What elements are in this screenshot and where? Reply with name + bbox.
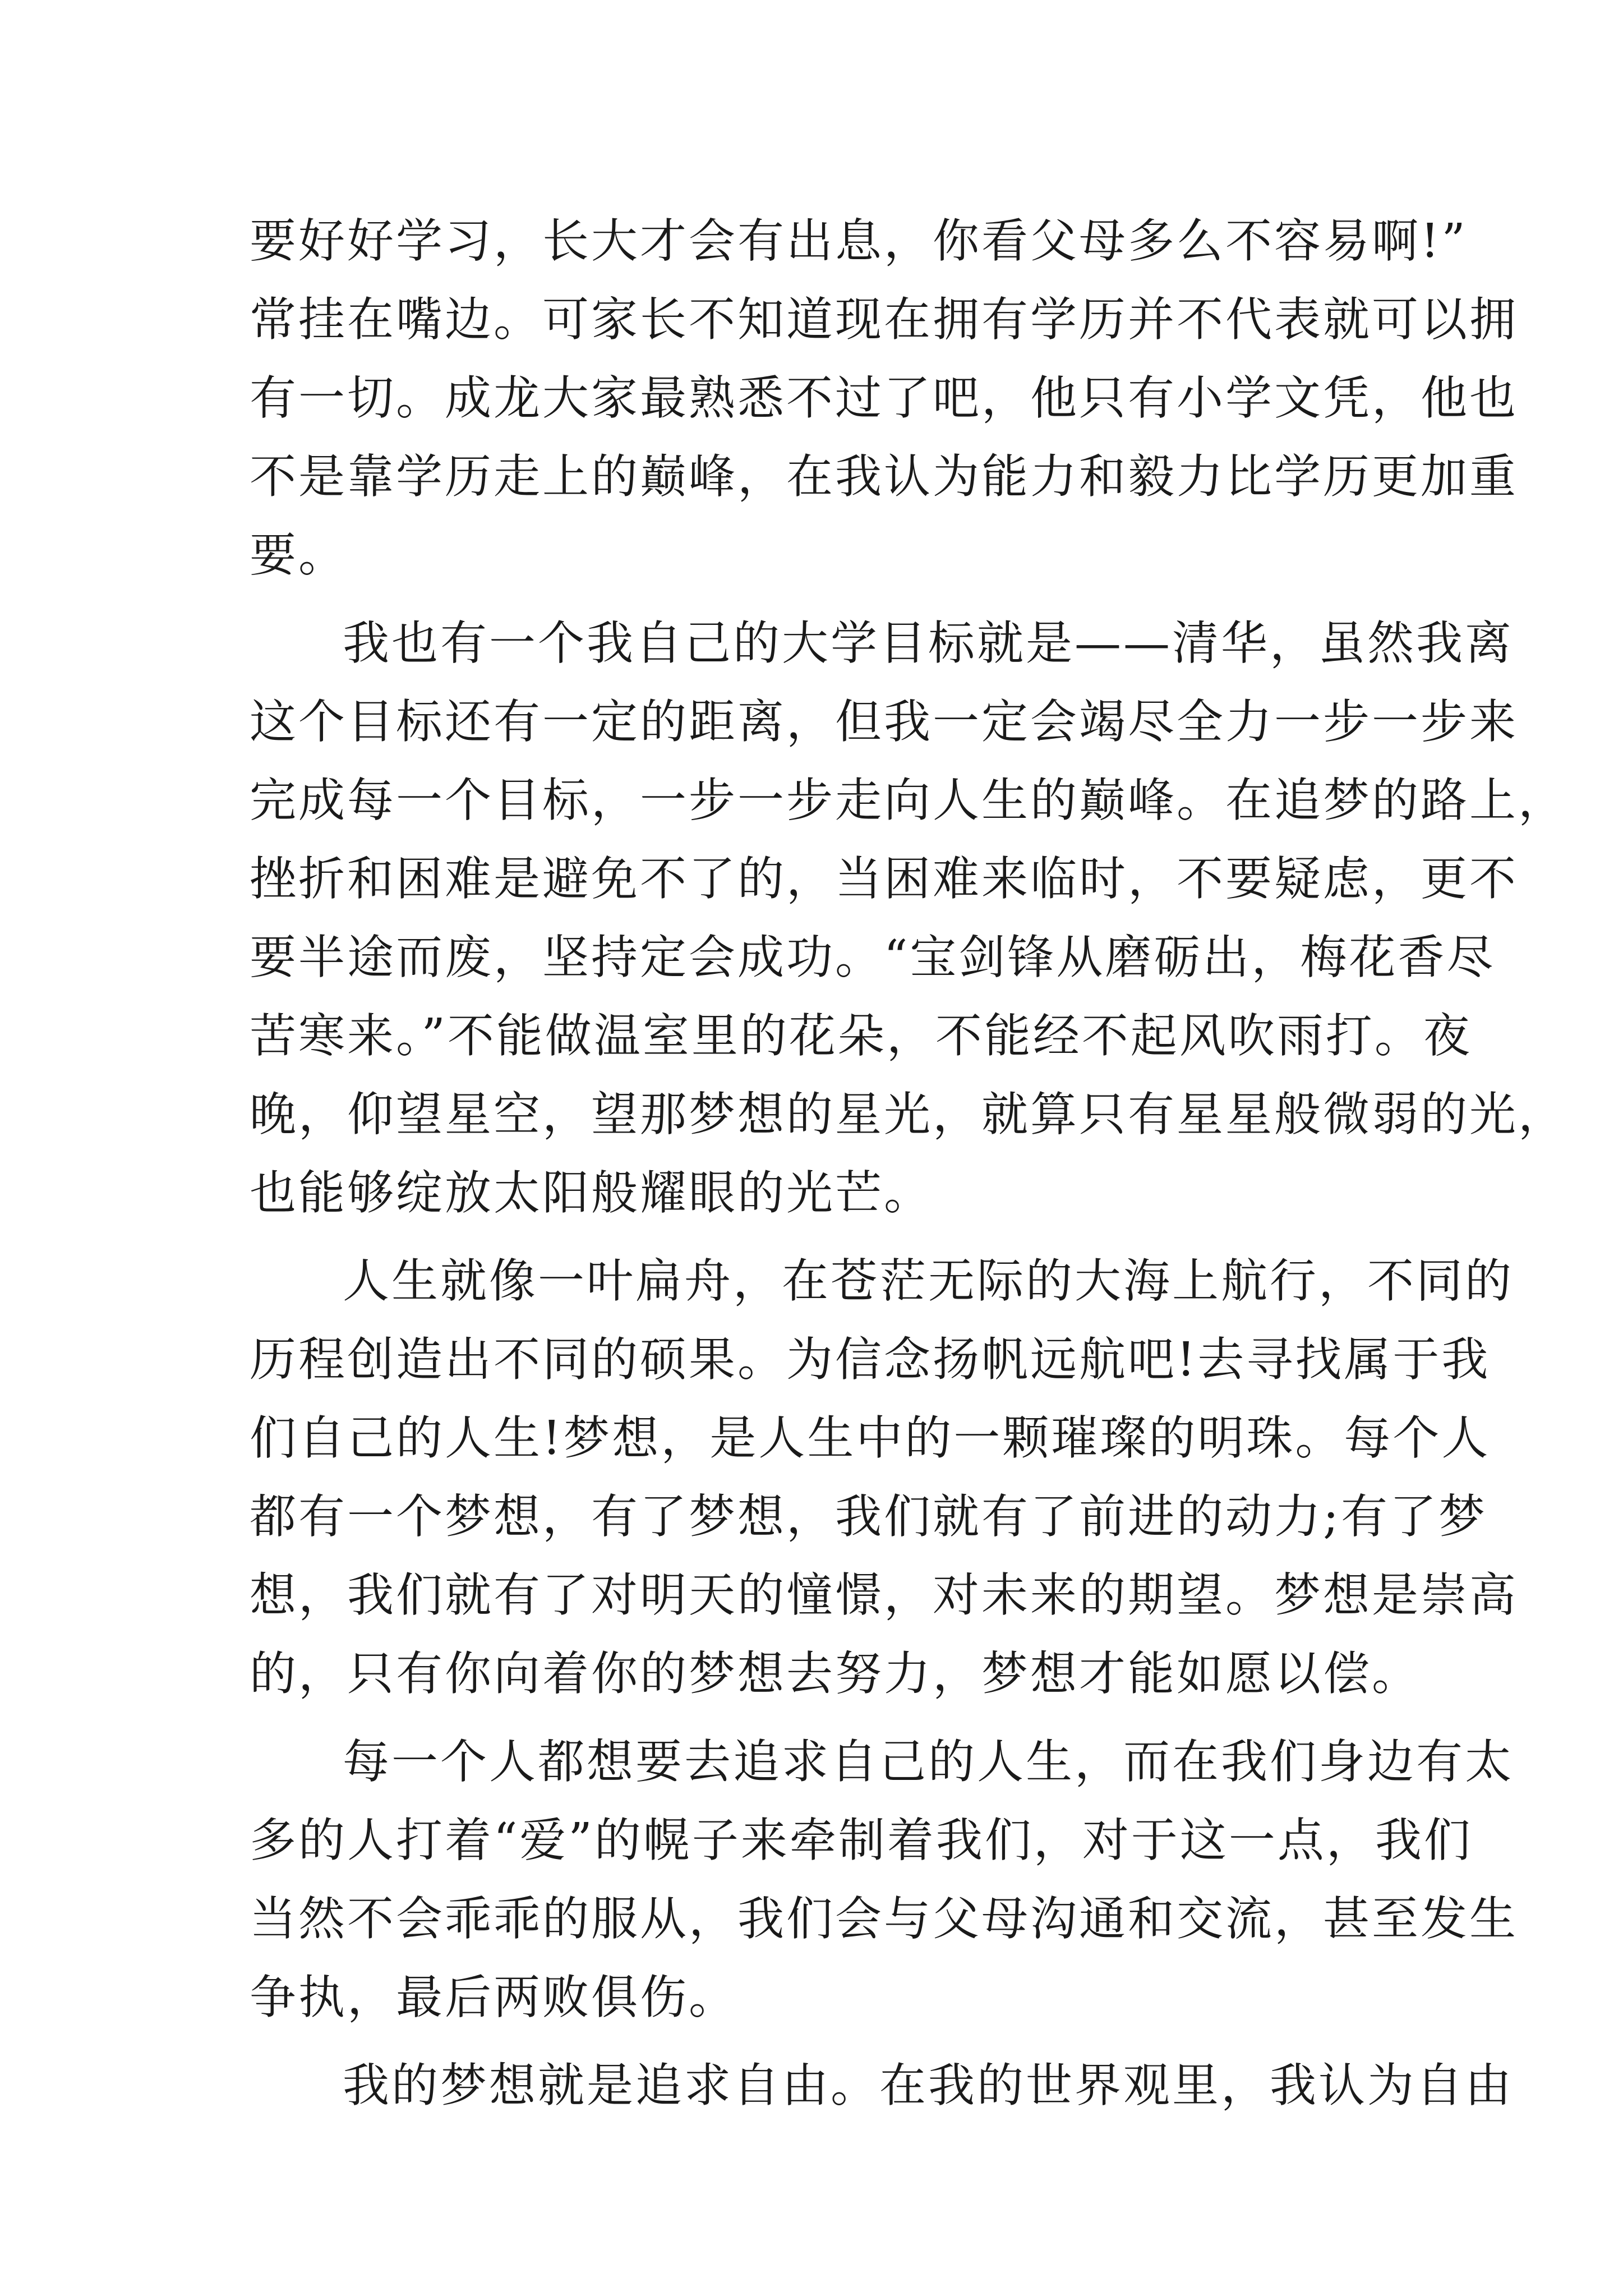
text-line: 每一个人都想要去追求自己的人生，而在我们身边有太	[343, 1734, 1514, 1789]
text-line: 我也有一个我自己的大学目标就是——清华，虽然我离	[343, 616, 1514, 670]
text-line: 想，我们就有了对明天的憧憬，对未来的期望。梦想是崇高	[250, 1568, 1518, 1622]
text-line: 都有一个梦想，有了梦想，我们就有了前进的动力;有了梦	[250, 1489, 1487, 1544]
text-line: 不是靠学历走上的巅峰，在我认为能力和毅力比学历更加重	[250, 449, 1518, 504]
document-body	[250, 202, 1567, 2125]
text-line: 的，只有你向着你的梦想去努力，梦想才能如愿以偿。	[250, 1646, 1421, 1701]
text-line: 晚，仰望星空，望那梦想的星光，就算只有星星般微弱的光，	[250, 1087, 1567, 1142]
text-line: 要好好学习，长大才会有出息，你看父母多么不容易啊!”	[250, 214, 1468, 268]
text-line: 我的梦想就是追求自由。在我的世界观里，我认为自由	[343, 2058, 1514, 2113]
text-line: 苦寒来。”不能做温室里的花朵，不能经不起风吹雨打。夜	[250, 1009, 1472, 1063]
text-line: 常挂在嘴边。可家长不知道现在拥有学历并不代表就可以拥	[250, 292, 1518, 347]
text-line: 这个目标还有一定的距离，但我一定会竭尽全力一步一步来	[250, 694, 1518, 749]
text-line: 历程创造出不同的硕果。为信念扬帆远航吧!去寻找属于我	[250, 1332, 1491, 1387]
text-line: 们自己的人生!梦想，是人生中的一颗璀璨的明珠。每个人	[250, 1411, 1491, 1465]
text-line: 要半途而废，坚持定会成功。“宝剑锋从磨砺出，梅花香尽	[250, 930, 1496, 984]
text-line: 人生就像一叶扁舟，在苍茫无际的大海上航行，不同的	[343, 1254, 1514, 1308]
text-line: 要。	[250, 528, 347, 582]
text-line: 多的人打着“爱”的幌子来牵制着我们，对于这一点，我们	[250, 1813, 1473, 1867]
text-line: 挫折和困难是避免不了的，当困难来临时，不要疑虑，更不	[250, 852, 1518, 906]
text-line: 也能够绽放太阳般耀眼的光芒。	[250, 1166, 933, 1220]
text-line: 争执，最后两败俱伤。	[250, 1970, 737, 2024]
text-line: 有一切。成龙大家最熟悉不过了吧，他只有小学文凭，他也	[250, 371, 1518, 425]
text-line: 当然不会乖乖的服从，我们会与父母沟通和交流，甚至发生	[250, 1892, 1518, 1946]
text-line: 完成每一个目标，一步一步走向人生的巅峰。在追梦的路上，	[250, 773, 1567, 827]
